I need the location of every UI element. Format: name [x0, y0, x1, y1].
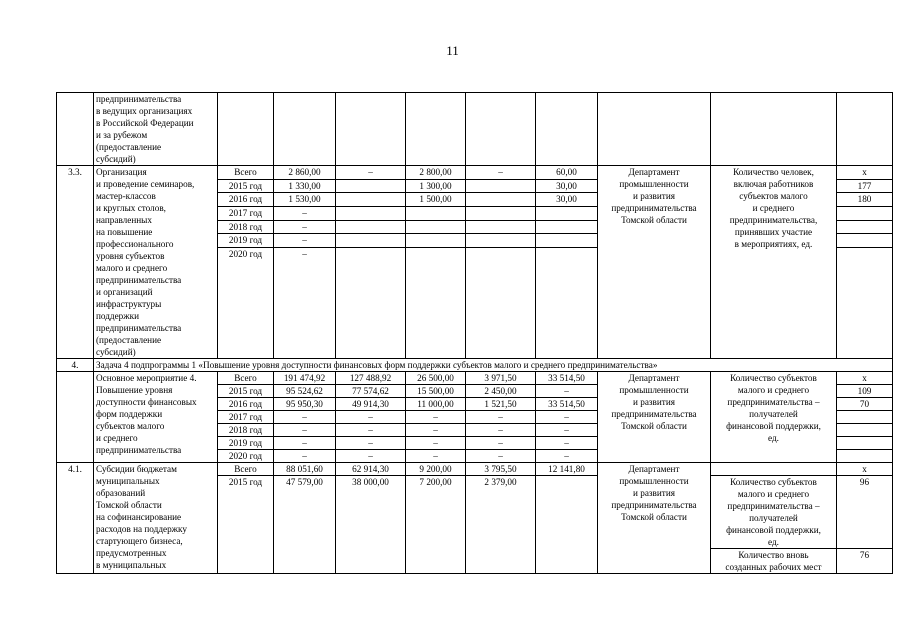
- main-measure-4-total: 191 474,92: [274, 372, 336, 385]
- measure-name-line: субсидий): [96, 154, 136, 164]
- main-measure-4-regional: –: [406, 450, 466, 463]
- row-4-1-indicator-line: ед.: [768, 537, 779, 547]
- row-3-3-indicator-line: и среднего: [752, 203, 795, 213]
- row-3-3-name-line: и организаций: [96, 287, 153, 297]
- row-3-3-name: [94, 166, 218, 359]
- main-measure-4-value: 70: [837, 398, 893, 411]
- main-measure-4-local: –: [466, 450, 536, 463]
- row-4-1-indicator-2: [711, 549, 837, 574]
- row-3-3-indicator-line: субъектов малого: [739, 191, 808, 201]
- main-measure-4-indicator-line: Количество субъектов: [730, 373, 817, 383]
- row-4-1-department-line: Томской области: [621, 512, 687, 522]
- row-4-1-federal: 62 914,30: [336, 463, 406, 476]
- row-4-1-department-line: промышленности: [619, 476, 689, 486]
- measure-name-line: в Российской Федерации: [96, 118, 194, 128]
- main-measure-4-department-line: Департамент: [628, 373, 680, 383]
- row-number-cell: [57, 93, 94, 166]
- main-measure-4-federal: –: [336, 450, 406, 463]
- main-measure-4-regional: 15 500,00: [406, 385, 466, 398]
- main-measure-4-value: [837, 411, 893, 424]
- main-measure-4-regional: –: [406, 437, 466, 450]
- main-measure-4-federal: –: [336, 424, 406, 437]
- row-3-3-federal: [336, 206, 406, 220]
- row-4-1-indicator-line: получателей: [749, 513, 798, 523]
- row-4-1-year: Всего: [218, 463, 274, 476]
- row-4-1-federal: 38 000,00: [336, 476, 406, 574]
- empty-cell: [406, 93, 466, 166]
- row-3-3-name-line: и круглых столов,: [96, 203, 166, 213]
- row-3-3-extra: [536, 206, 598, 220]
- row-3-3-total: –: [274, 248, 336, 359]
- row-4-1-indicator-blank: [711, 463, 837, 476]
- row-3-3-name-line: предпринимательства: [96, 275, 182, 285]
- main-measure-4-federal: –: [336, 411, 406, 424]
- main-measure-4-regional: –: [406, 411, 466, 424]
- row-4-1-name-line: Томской области: [96, 500, 162, 510]
- main-measure-4-year: 2019 год: [218, 437, 274, 450]
- row-3-3-name-line: предпринимательства: [96, 323, 182, 333]
- main-measure-4-indicator-line: малого и среднего: [737, 385, 810, 395]
- main-measure-4-extra: –: [536, 411, 598, 424]
- table-row: [57, 359, 893, 372]
- row-3-3-value: х: [837, 166, 893, 180]
- row-3-3-local: [466, 193, 536, 207]
- row-3-3-value: [837, 248, 893, 359]
- measure-name-line: и за рубежом: [96, 130, 148, 140]
- main-measure-4-value: х: [837, 372, 893, 385]
- main-measure-4-regional: 11 000,00: [406, 398, 466, 411]
- main-measure-4-number: [57, 372, 94, 463]
- main-measure-4-federal: –: [336, 437, 406, 450]
- row-3-3-number: 3.3.: [57, 166, 94, 359]
- row-4-1-indicator: [711, 476, 837, 549]
- main-measure-4-extra: 33 514,50: [536, 372, 598, 385]
- row-4-1-regional: 9 200,00: [406, 463, 466, 476]
- main-measure-4-regional: 26 500,00: [406, 372, 466, 385]
- row-3-3-local: [466, 248, 536, 359]
- row-3-3-total: –: [274, 220, 336, 234]
- main-measure-4-local: 3 971,50: [466, 372, 536, 385]
- row-3-3-regional: [406, 220, 466, 234]
- row-3-3-extra: 30,00: [536, 193, 598, 207]
- main-measure-4-year: 2017 год: [218, 411, 274, 424]
- row-3-3-value: 180: [837, 193, 893, 207]
- row-3-3-extra: [536, 220, 598, 234]
- table-row: [57, 463, 893, 476]
- row-3-3-name-line: (предоставление: [96, 335, 162, 345]
- main-measure-4-department: [598, 372, 711, 463]
- row-3-3-name-line: Организация: [96, 167, 147, 177]
- empty-cell: [536, 93, 598, 166]
- row-3-3-year: 2020 год: [218, 248, 274, 359]
- row-3-3-indicator-line: предпринимательства,: [729, 215, 818, 225]
- row-3-3-local: [466, 220, 536, 234]
- row-4-1-department: [598, 463, 711, 574]
- row-3-3-indicator-line: включая работников: [733, 179, 814, 189]
- row-3-3-extra: 30,00: [536, 179, 598, 193]
- empty-cell: [711, 93, 837, 166]
- row-3-3-local: [466, 234, 536, 248]
- row-3-3-federal: [336, 234, 406, 248]
- row-3-3-indicator: [711, 166, 837, 359]
- row-4-1-extra: [536, 476, 598, 574]
- row-3-3-local: –: [466, 166, 536, 180]
- row-3-3-value: [837, 234, 893, 248]
- empty-cell: [837, 93, 893, 166]
- main-measure-4-local: –: [466, 424, 536, 437]
- main-measure-4-indicator-line: получателей: [749, 409, 798, 419]
- row-3-3-regional: 1 500,00: [406, 193, 466, 207]
- main-measure-4-extra: –: [536, 424, 598, 437]
- main-measure-4-department-line: Томской области: [621, 421, 687, 431]
- main-measure-4-total: 95 950,30: [274, 398, 336, 411]
- row-3-3-name-line: субсидий): [96, 347, 136, 357]
- row-3-3-name-line: мастер-классов: [96, 191, 156, 201]
- main-measure-4-indicator-line: предпринимательства –: [727, 397, 820, 407]
- measure-name-line: предпринимательства: [96, 94, 182, 104]
- row-3-3-name-line: направленных: [96, 215, 152, 225]
- main-measure-4-year: 2015 год: [218, 385, 274, 398]
- main-measure-4-local: –: [466, 411, 536, 424]
- row-4-1-extra: 12 141,80: [536, 463, 598, 476]
- row-3-3-regional: 1 300,00: [406, 179, 466, 193]
- empty-cell: [598, 93, 711, 166]
- row-4-1-name-line: расходов на поддержку: [96, 524, 187, 534]
- main-measure-4-value: [837, 437, 893, 450]
- row-4-1-value-2: 76: [837, 549, 893, 574]
- program-table: [56, 92, 893, 574]
- main-measure-4-indicator-line: ед.: [768, 433, 779, 443]
- main-measure-4-name: [94, 372, 218, 463]
- table-row: [57, 372, 893, 385]
- row-4-1-indicator-line: предпринимательства –: [727, 501, 820, 511]
- row-3-3-name-line: и проведение семинаров,: [96, 179, 195, 189]
- row-3-3-federal: [336, 193, 406, 207]
- measure-name: [94, 93, 218, 166]
- row-3-3-indicator-line: Количество человек,: [733, 167, 814, 177]
- main-measure-4-extra: –: [536, 450, 598, 463]
- row-4-1-regional: 7 200,00: [406, 476, 466, 574]
- page-number: 11: [446, 43, 459, 58]
- row-4-1-name-line: образований: [96, 488, 146, 498]
- row-4-1-indicator-line: финансовой поддержки,: [726, 525, 821, 535]
- main-measure-4-indicator: [711, 372, 837, 463]
- row-3-3-extra: [536, 248, 598, 359]
- main-measure-4-total: 95 524,62: [274, 385, 336, 398]
- main-measure-4-federal: 77 574,62: [336, 385, 406, 398]
- main-measure-4-year: 2018 год: [218, 424, 274, 437]
- main-measure-4-federal: 49 914,30: [336, 398, 406, 411]
- row-3-3-indicator-line: принявших участие: [734, 227, 813, 237]
- row-3-3-name-line: уровня субъектов: [96, 251, 165, 261]
- row-4-1-name-line: предусмотренных: [96, 548, 167, 558]
- task-title: Задача 4 подпрограммы 1 «Повышение уровня доступности финансовых форм поддержки субъектов малого и среднего предпринимательства»: [94, 359, 893, 372]
- row-3-3-total: 2 860,00: [274, 166, 336, 180]
- main-measure-4-year: Всего: [218, 372, 274, 385]
- main-measure-4-name-line: субъектов малого: [96, 421, 165, 431]
- main-measure-4-value: 109: [837, 385, 893, 398]
- row-4-1-name-line: стартующего бизнеса,: [96, 536, 183, 546]
- table-row: [57, 166, 893, 180]
- row-3-3-name-line: инфраструктуры: [96, 299, 162, 309]
- main-measure-4-total: –: [274, 411, 336, 424]
- main-measure-4-department-line: предпринимательства: [611, 409, 697, 419]
- main-measure-4-year: 2016 год: [218, 398, 274, 411]
- row-4-1-name-line: на софинансирование: [96, 512, 182, 522]
- row-3-3-year: 2015 год: [218, 179, 274, 193]
- main-measure-4-extra: –: [536, 385, 598, 398]
- row-4-1-name-line: муниципальных: [96, 476, 160, 486]
- row-3-3-year: 2019 год: [218, 234, 274, 248]
- task-number: 4.: [57, 359, 94, 372]
- row-4-1-value: х: [837, 463, 893, 476]
- row-4-1-indicator-line: малого и среднего: [737, 489, 810, 499]
- row-3-3-department: [598, 166, 711, 359]
- row-3-3-regional: [406, 248, 466, 359]
- row-3-3-regional: [406, 234, 466, 248]
- row-4-1-total: 88 051,60: [274, 463, 336, 476]
- main-measure-4-local: 1 521,50: [466, 398, 536, 411]
- row-3-3-name-line: поддержки: [96, 311, 139, 321]
- row-4-1-local: 2 379,00: [466, 476, 536, 574]
- row-3-3-name-line: профессионального: [96, 239, 174, 249]
- row-3-3-extra: 60,00: [536, 166, 598, 180]
- main-measure-4-total: –: [274, 424, 336, 437]
- row-3-3-department-line: и развития: [633, 191, 675, 201]
- table-row: [57, 93, 893, 166]
- row-4-1-name-line: Субсидии бюджетам: [96, 464, 177, 474]
- main-measure-4-name-line: и среднего: [96, 433, 138, 443]
- main-measure-4-name-line: Основное мероприятие 4.: [96, 373, 197, 383]
- main-measure-4-name-line: форм поддержки: [96, 409, 163, 419]
- row-3-3-year: 2016 год: [218, 193, 274, 207]
- row-4-1-local: 3 795,50: [466, 463, 536, 476]
- row-3-3-year: Всего: [218, 166, 274, 180]
- row-3-3-name-line: на повышение: [96, 227, 153, 237]
- row-4-1-department-line: Департамент: [628, 464, 680, 474]
- row-4-1-value: 96: [837, 476, 893, 549]
- row-4-1-total: 47 579,00: [274, 476, 336, 574]
- row-4-1-year: 2015 год: [218, 476, 274, 574]
- row-3-3-regional: [406, 206, 466, 220]
- main-measure-4-indicator-line: финансовой поддержки,: [726, 421, 821, 431]
- empty-cell: [466, 93, 536, 166]
- row-3-3-total: 1 530,00: [274, 193, 336, 207]
- main-measure-4-name-line: доступности финансовых: [96, 397, 197, 407]
- main-measure-4-regional: –: [406, 424, 466, 437]
- row-4-1-number: 4.1.: [57, 463, 94, 574]
- main-measure-4-local: 2 450,00: [466, 385, 536, 398]
- row-4-1-indicator-line: Количество субъектов: [730, 477, 817, 487]
- main-measure-4-total: –: [274, 437, 336, 450]
- row-3-3-department-line: предпринимательства: [611, 203, 697, 213]
- main-measure-4-year: 2020 год: [218, 450, 274, 463]
- main-measure-4-name-line: предпринимательства: [96, 445, 182, 455]
- row-4-1-name-line: в муниципальных: [96, 560, 167, 570]
- row-3-3-federal: [336, 220, 406, 234]
- main-measure-4-value: [837, 450, 893, 463]
- main-measure-4-extra: 33 514,50: [536, 398, 598, 411]
- row-4-1-name: [94, 463, 218, 574]
- row-3-3-federal: [336, 179, 406, 193]
- row-3-3-total: 1 330,00: [274, 179, 336, 193]
- row-3-3-regional: 2 800,00: [406, 166, 466, 180]
- row-3-3-department-line: промышленности: [619, 179, 689, 189]
- row-3-3-value: 177: [837, 179, 893, 193]
- measure-name-line: в ведущих организациях: [96, 106, 193, 116]
- row-4-1-indicator-2-line: Количество вновь: [738, 550, 809, 560]
- row-3-3-extra: [536, 234, 598, 248]
- main-measure-4-extra: –: [536, 437, 598, 450]
- row-4-1-indicator-2-line: созданных рабочих мест: [725, 562, 822, 572]
- row-3-3-value: [837, 220, 893, 234]
- row-3-3-local: [466, 206, 536, 220]
- row-3-3-federal: –: [336, 166, 406, 180]
- row-3-3-value: [837, 206, 893, 220]
- main-measure-4-local: –: [466, 437, 536, 450]
- row-3-3-year: 2018 год: [218, 220, 274, 234]
- main-measure-4-department-line: и развития: [633, 397, 675, 407]
- main-measure-4-total: –: [274, 450, 336, 463]
- row-3-3-local: [466, 179, 536, 193]
- measure-name-line: (предоставление: [96, 142, 162, 152]
- row-3-3-year: 2017 год: [218, 206, 274, 220]
- empty-cell: [218, 93, 274, 166]
- main-measure-4-federal: 127 488,92: [336, 372, 406, 385]
- row-3-3-indicator-line: в мероприятиях, ед.: [734, 239, 813, 249]
- row-3-3-department-line: Томской области: [621, 215, 687, 225]
- row-4-1-department-line: предпринимательства: [611, 500, 697, 510]
- row-4-1-department-line: и развития: [633, 488, 675, 498]
- row-3-3-name-line: малого и среднего: [96, 263, 168, 273]
- row-3-3-total: –: [274, 206, 336, 220]
- row-3-3-department-line: Департамент: [628, 167, 680, 177]
- row-3-3-federal: [336, 248, 406, 359]
- row-3-3-total: –: [274, 234, 336, 248]
- main-measure-4-name-line: Повышение уровня: [96, 385, 173, 395]
- main-measure-4-value: [837, 424, 893, 437]
- empty-cell: [336, 93, 406, 166]
- empty-cell: [274, 93, 336, 166]
- main-measure-4-department-line: промышленности: [619, 385, 689, 395]
